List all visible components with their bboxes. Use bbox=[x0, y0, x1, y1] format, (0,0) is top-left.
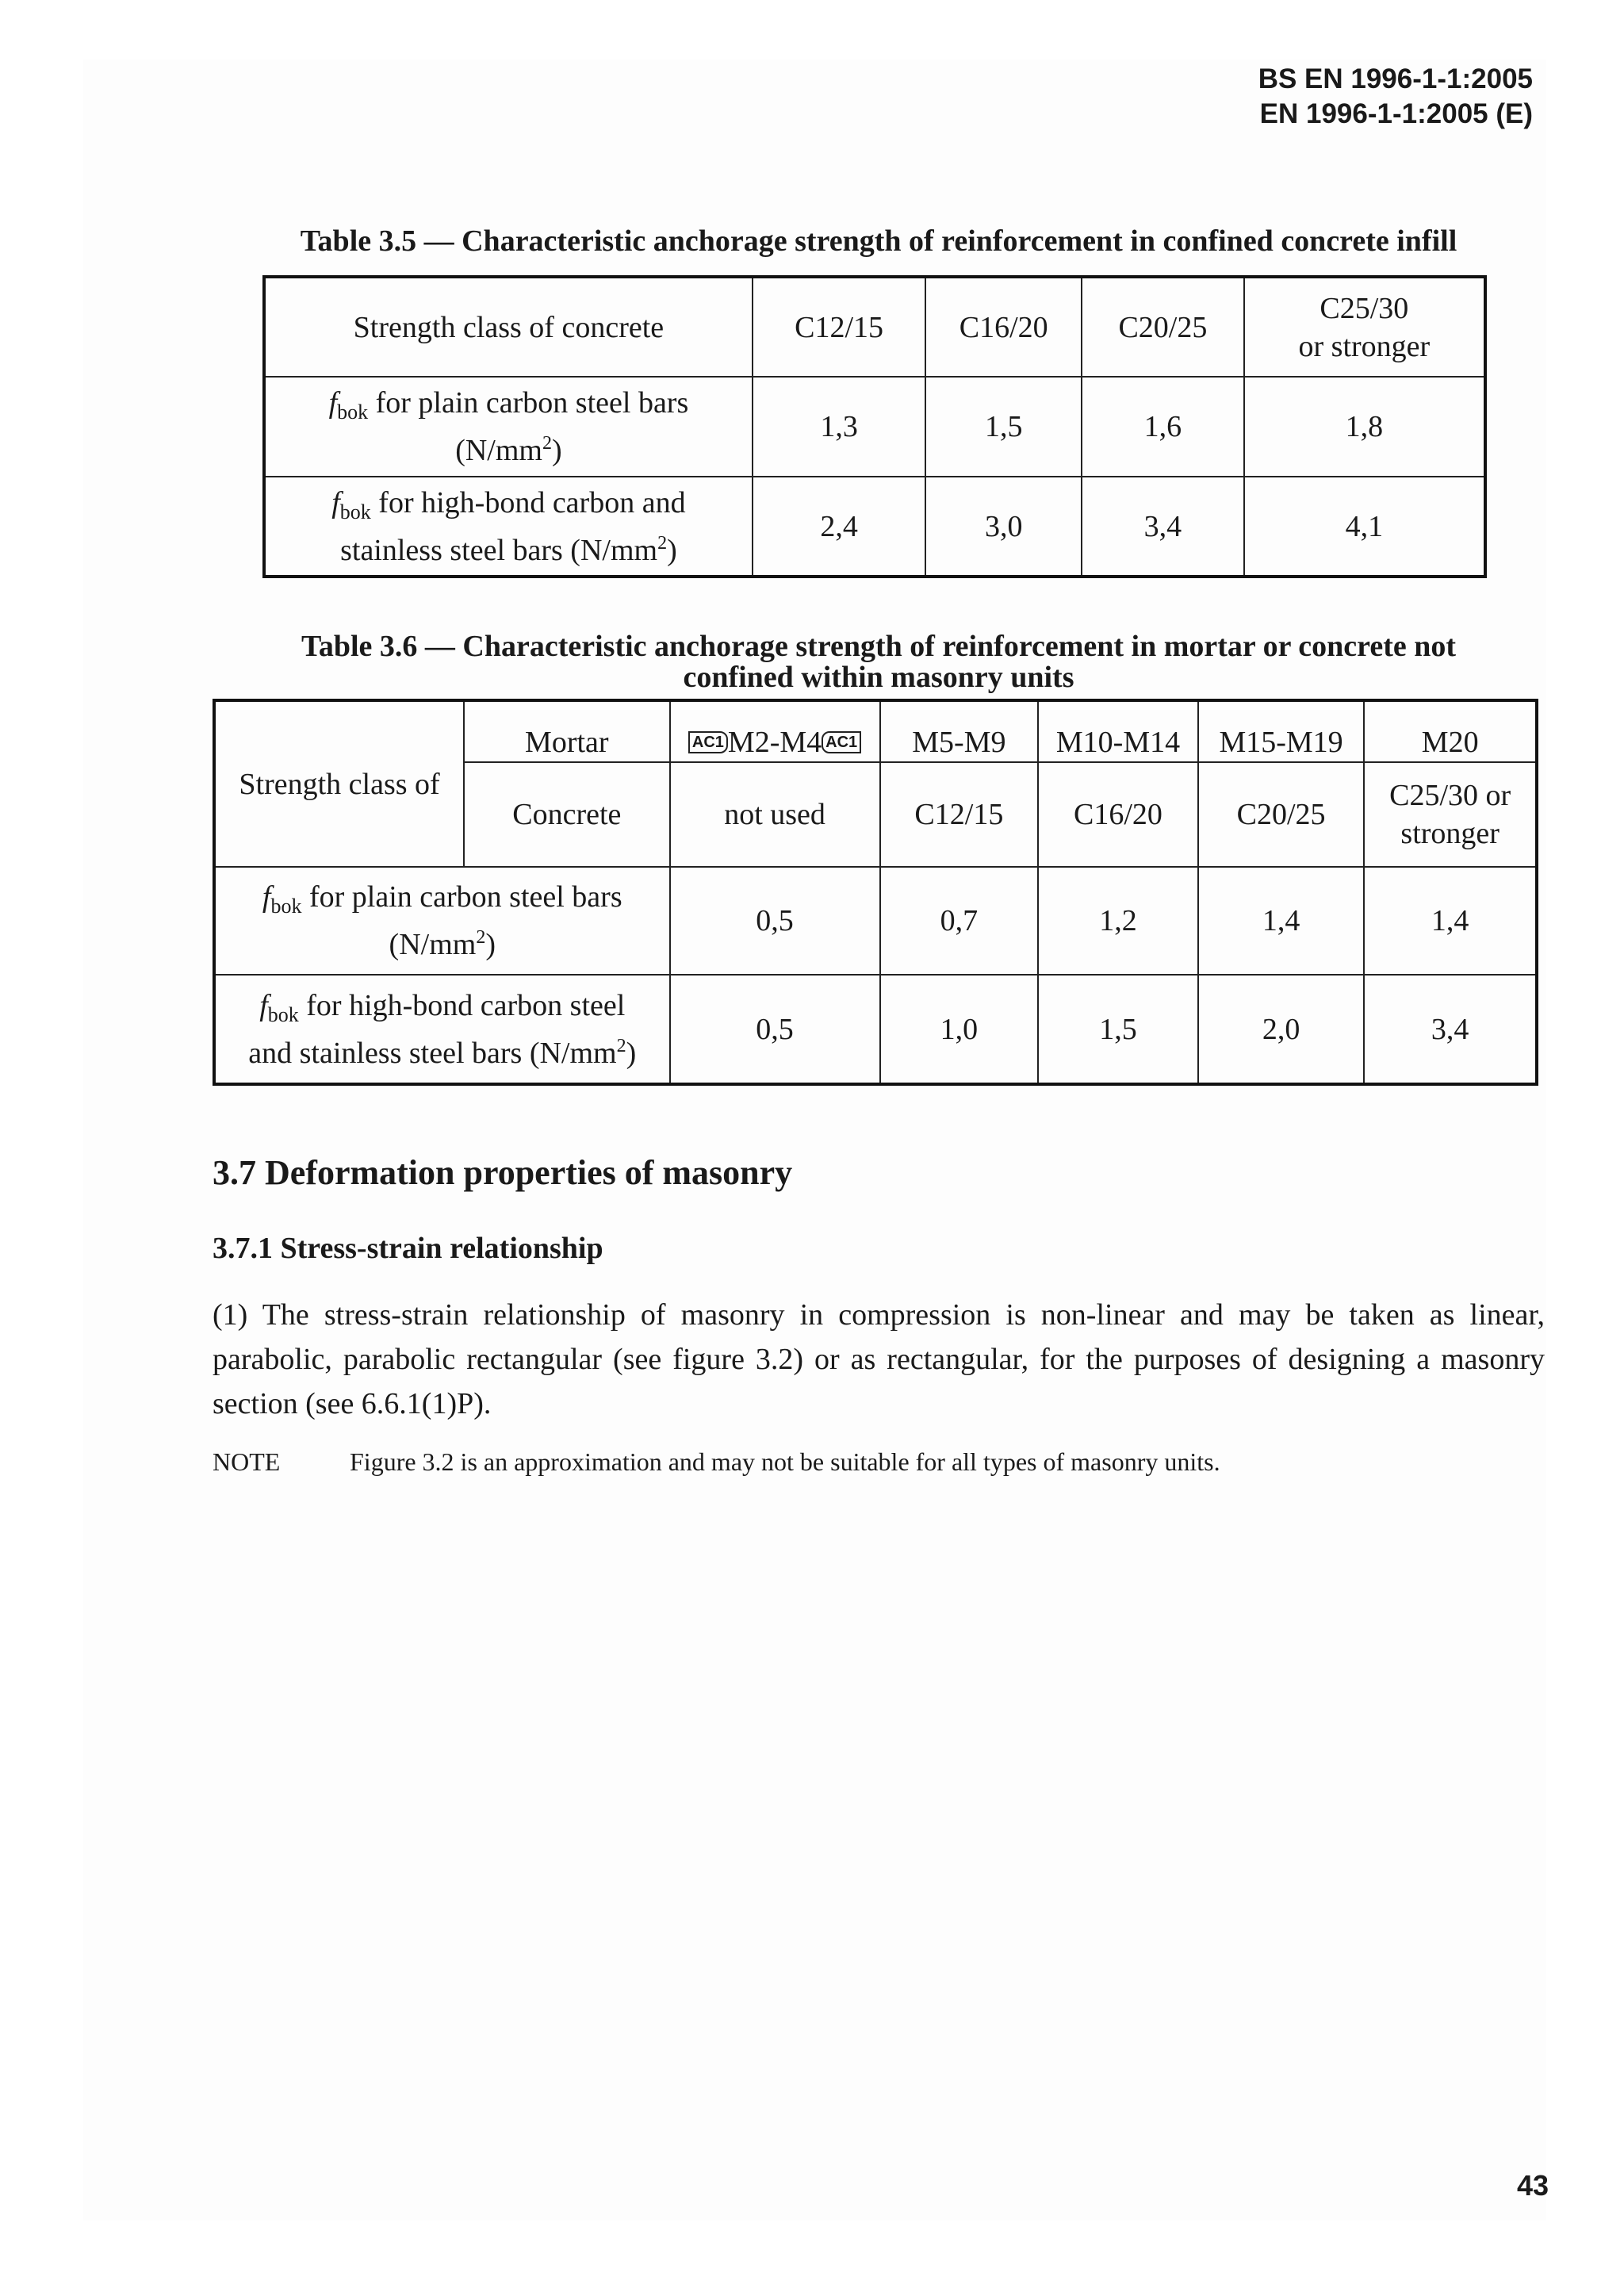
table-row bbox=[214, 700, 1537, 762]
row-label bbox=[214, 867, 670, 975]
symbol: f bbox=[259, 988, 268, 1022]
header-cell: not used bbox=[670, 762, 880, 867]
unit-close: ) bbox=[667, 533, 677, 567]
caption-line: confined within masonry units bbox=[683, 661, 1074, 694]
value-cell: 1,4 bbox=[1364, 867, 1537, 975]
unit-text: stainless steel bars (N/mm bbox=[340, 533, 658, 567]
standard-id-line2: EN 1996-1-1:2005 (E) bbox=[1259, 98, 1533, 129]
header-cell: C12/15 bbox=[880, 762, 1039, 867]
cell-line: stronger bbox=[1400, 817, 1500, 850]
label-text: for high-bond carbon and bbox=[370, 485, 686, 519]
unit-text: (N/mm bbox=[455, 434, 542, 467]
value-cell: 4,1 bbox=[1244, 477, 1485, 577]
header-cell: Strength class of concrete bbox=[264, 277, 753, 377]
table-3-5 bbox=[262, 275, 1487, 578]
note-label: NOTE bbox=[213, 1447, 281, 1476]
header-cell: M15-M19 bbox=[1198, 700, 1365, 762]
unit-close: ) bbox=[551, 434, 562, 467]
value-cell: 0,5 bbox=[670, 867, 880, 975]
superscript: 2 bbox=[542, 433, 552, 454]
unit-text: (N/mm bbox=[389, 928, 477, 961]
table-row bbox=[264, 277, 1485, 377]
value-cell: 1,0 bbox=[880, 975, 1039, 1084]
cell-line bbox=[222, 878, 663, 926]
value-cell: 1,8 bbox=[1244, 377, 1485, 477]
note bbox=[213, 1447, 1220, 1477]
cell-line bbox=[272, 384, 745, 431]
ac1-open-marker: AC1 bbox=[688, 731, 728, 753]
cell-text: M2-M4 bbox=[727, 726, 822, 759]
note-text: Figure 3.2 is an approximation and may not be suitable for all types of masonry units. bbox=[350, 1447, 1220, 1476]
concrete-label: Concrete bbox=[464, 762, 669, 867]
value-cell: 3,0 bbox=[925, 477, 1082, 577]
row-label bbox=[214, 975, 670, 1084]
cell-line bbox=[222, 987, 663, 1034]
section-heading: 3.7 Deformation properties of masonry bbox=[213, 1153, 793, 1192]
strength-class-label: Strength class of bbox=[214, 700, 464, 867]
value-cell: 1,5 bbox=[1038, 975, 1198, 1084]
page-number: 43 bbox=[1516, 2169, 1549, 2202]
document-header bbox=[1258, 62, 1533, 132]
header-cell bbox=[1364, 762, 1537, 867]
value-cell: 0,7 bbox=[880, 867, 1039, 975]
header-cell bbox=[670, 700, 880, 762]
header-cell: M20 bbox=[1364, 700, 1537, 762]
subscript: bok bbox=[337, 401, 369, 424]
table-3-6 bbox=[213, 699, 1538, 1086]
subscript: bok bbox=[339, 500, 371, 523]
subscript: bok bbox=[270, 895, 302, 918]
superscript: 2 bbox=[476, 927, 486, 948]
header-cell: C16/20 bbox=[1038, 762, 1198, 867]
label-text: for high-bond carbon steel bbox=[298, 988, 626, 1022]
cell-line bbox=[272, 531, 745, 569]
header-cell: M10-M14 bbox=[1038, 700, 1198, 762]
label-text: for plain carbon steel bars bbox=[368, 386, 689, 420]
subscript: bok bbox=[267, 1002, 299, 1026]
header-cell bbox=[1244, 277, 1485, 377]
symbol: f bbox=[262, 880, 271, 914]
cell-line: or stronger bbox=[1298, 329, 1431, 363]
cell-line: C25/30 or bbox=[1389, 779, 1511, 812]
table-3-5-caption: Table 3.5 — Characteristic anchorage strength of reinforcement in confined concrete infill bbox=[300, 224, 1457, 258]
table-3-6-caption bbox=[213, 629, 1545, 694]
header-cell: M5-M9 bbox=[880, 700, 1039, 762]
table-row bbox=[214, 975, 1537, 1084]
row-label bbox=[264, 477, 753, 577]
header-cell: C20/25 bbox=[1198, 762, 1365, 867]
caption-line: Table 3.6 — Characteristic anchorage strength of reinforcement in mortar or concrete not bbox=[301, 630, 1457, 663]
symbol: f bbox=[331, 485, 340, 519]
value-cell: 1,3 bbox=[753, 377, 926, 477]
table-row bbox=[264, 377, 1485, 477]
body-paragraph: (1) The stress-strain relationship of masonry in compression is non-linear and may be taken as linear, parabolic, parabolic rectangular (see figure 3.2) or as rectangular, for the purposes of designing a masonry section (see 6.6.1(1)P). bbox=[213, 1298, 1545, 1420]
mortar-label: Mortar bbox=[464, 700, 669, 762]
superscript: 2 bbox=[657, 532, 668, 554]
subsection-heading: 3.7.1 Stress-strain relationship bbox=[213, 1232, 603, 1265]
cell-line bbox=[272, 484, 745, 531]
cell-line bbox=[222, 1034, 663, 1072]
table-row bbox=[214, 867, 1537, 975]
table-row bbox=[264, 477, 1485, 577]
header-cell: C16/20 bbox=[925, 277, 1082, 377]
label-text: for plain carbon steel bars bbox=[301, 880, 622, 914]
value-cell: 0,5 bbox=[670, 975, 880, 1084]
superscript: 2 bbox=[616, 1035, 626, 1056]
unit-close: ) bbox=[626, 1036, 637, 1070]
value-cell: 1,4 bbox=[1198, 867, 1365, 975]
standard-id-line1: BS EN 1996-1-1:2005 bbox=[1258, 63, 1533, 94]
value-cell: 1,2 bbox=[1038, 867, 1198, 975]
value-cell: 2,4 bbox=[753, 477, 926, 577]
value-cell: 2,0 bbox=[1198, 975, 1365, 1084]
unit-close: ) bbox=[485, 928, 496, 961]
cell-line bbox=[222, 926, 663, 964]
cell-line bbox=[272, 431, 745, 470]
header-cell: C12/15 bbox=[753, 277, 926, 377]
symbol: f bbox=[328, 386, 338, 420]
value-cell: 3,4 bbox=[1364, 975, 1537, 1084]
row-label bbox=[264, 377, 753, 477]
value-cell: 1,5 bbox=[925, 377, 1082, 477]
value-cell: 3,4 bbox=[1082, 477, 1244, 577]
header-cell: C20/25 bbox=[1082, 277, 1244, 377]
value-cell: 1,6 bbox=[1082, 377, 1244, 477]
cell-line: C25/30 bbox=[1320, 291, 1409, 325]
unit-text: and stainless steel bars (N/mm bbox=[248, 1036, 617, 1070]
ac1-close-marker: AC1 bbox=[822, 731, 861, 753]
